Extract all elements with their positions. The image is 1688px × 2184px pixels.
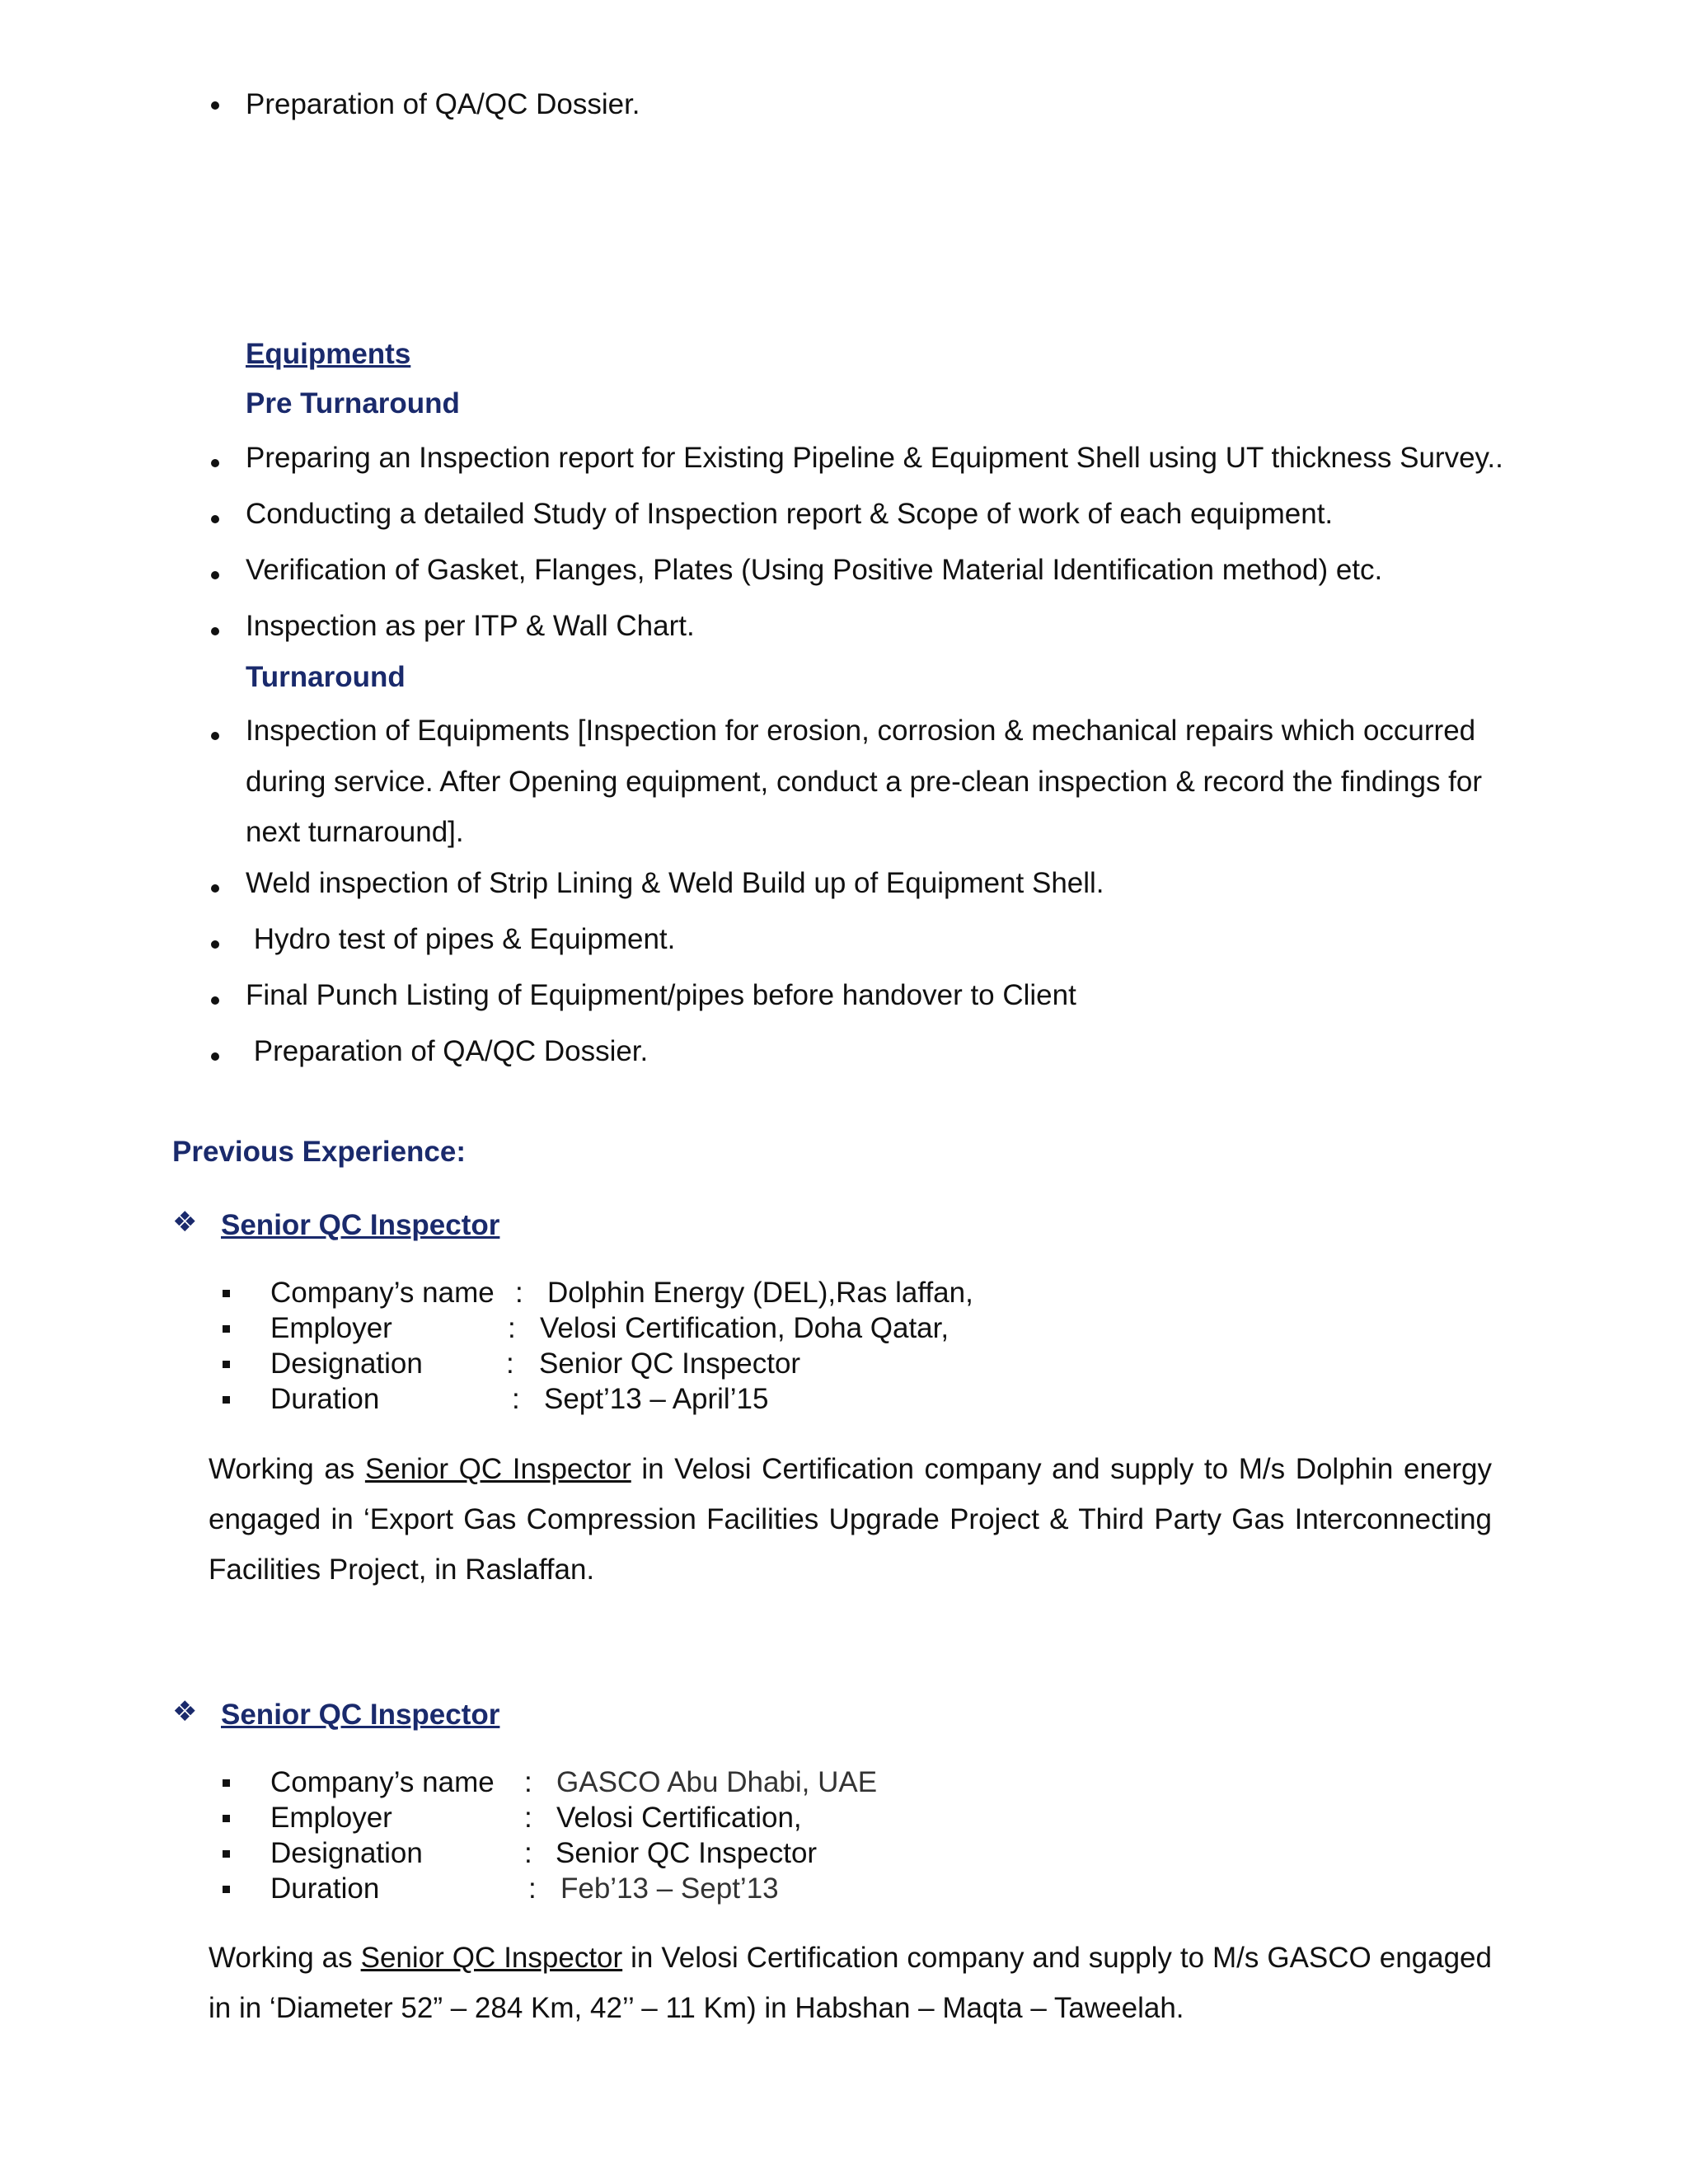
detail-value: Velosi Certification, Doha Qatar, <box>540 1312 950 1344</box>
bullet <box>211 101 219 110</box>
job-title: Senior QC Inspector <box>221 1699 500 1731</box>
detail-label: Designation <box>270 1347 423 1380</box>
detail-label: Company’s name <box>270 1277 495 1309</box>
list-item: Preparation of QA/QC Dossier. <box>246 1035 649 1067</box>
detail-label: Duration <box>270 1383 380 1415</box>
square-bullet <box>223 1779 230 1787</box>
job-description: Working as Senior QC Inspector in Velosi Certification company and supply to M/s Dolphin energy engaged in ‘Export Gas Compression Facilities Upgrade Project & Third Party Gas Interconnecting Facilities Project, in Raslaffan. <box>209 1453 1492 1586</box>
list-item: Final Punch Listing of Equipment/pipes before handover to Client <box>246 979 1076 1011</box>
square-bullet <box>223 1886 230 1893</box>
detail-label: Company’s name <box>270 1766 495 1798</box>
detail-value: Feb’13 – Sept’13 <box>560 1872 779 1905</box>
square-bullet <box>223 1325 230 1333</box>
section-title-previous-experience: Previous Experience: <box>172 1136 466 1168</box>
detail-separator: : <box>524 1837 532 1869</box>
subsection-title-turnaround: Turnaround <box>246 661 406 693</box>
detail-label: Employer <box>270 1802 392 1834</box>
job-title-inline: Senior QC Inspector <box>360 1942 623 1974</box>
bullet <box>211 996 219 1005</box>
diamond-bullet-icon: ❖ <box>172 1695 198 1728</box>
list-item-line: next turnaround]. <box>246 816 464 848</box>
job-title-inline: Senior QC Inspector <box>364 1453 631 1485</box>
list-item: Inspection as per ITP & Wall Chart. <box>246 610 695 642</box>
square-bullet <box>223 1361 230 1368</box>
detail-separator: : <box>512 1383 520 1415</box>
detail-value: Sept’13 – April’15 <box>544 1383 769 1415</box>
detail-value: Dolphin Energy (DEL),Ras laffan, <box>547 1277 973 1309</box>
list-item-line: Inspection of Equipments [Inspection for erosion, corrosion & mechanical repairs which occurred <box>246 715 1476 747</box>
list-item: Hydro test of pipes & Equipment. <box>246 923 676 955</box>
bullet <box>211 1052 219 1061</box>
detail-label: Employer <box>270 1312 392 1344</box>
list-item: Preparing an Inspection report for Existing Pipeline & Equipment Shell using UT thickness Survey.. <box>246 442 1503 474</box>
detail-separator: : <box>508 1312 516 1344</box>
detail-separator: : <box>524 1766 532 1798</box>
detail-label: Duration <box>270 1872 380 1905</box>
square-bullet <box>223 1290 230 1297</box>
detail-separator: : <box>515 1277 523 1309</box>
section-title-equipments: Equipments <box>246 338 411 370</box>
detail-separator: : <box>506 1347 514 1380</box>
bullet <box>211 940 219 949</box>
detail-value: Senior QC Inspector <box>556 1837 818 1869</box>
detail-value: Velosi Certification, <box>556 1802 802 1834</box>
detail-separator: : <box>524 1802 532 1834</box>
bullet <box>211 884 219 893</box>
bullet <box>211 732 219 740</box>
bullet <box>211 571 219 579</box>
job-description: Working as Senior QC Inspector in Velosi Certification company and supply to M/s GASCO engaged in in ‘Diameter 52” – 284 Km, 42’’ – 11 Km) in Habshan – Maqta – Taweelah. <box>209 1942 1492 2024</box>
bullet <box>211 627 219 635</box>
job-title: Senior QC Inspector <box>221 1209 500 1241</box>
list-item: Preparation of QA/QC Dossier. <box>246 88 640 120</box>
list-item: Weld inspection of Strip Lining & Weld Build up of Equipment Shell. <box>246 867 1104 899</box>
bullet <box>211 459 219 467</box>
list-item: Verification of Gasket, Flanges, Plates (Using Positive Material Identification method) etc. <box>246 554 1383 586</box>
square-bullet <box>223 1396 230 1404</box>
square-bullet <box>223 1850 230 1858</box>
list-item-line: during service. After Opening equipment, conduct a pre-clean inspection & record the findings for <box>246 766 1483 798</box>
detail-label: Designation <box>270 1837 423 1869</box>
list-item: Conducting a detailed Study of Inspection report & Scope of work of each equipment. <box>246 498 1334 530</box>
square-bullet <box>223 1815 230 1822</box>
detail-value: Senior QC Inspector <box>539 1347 801 1380</box>
subsection-title-pre-turnaround: Pre Turnaround <box>246 387 460 419</box>
bullet <box>211 515 219 523</box>
diamond-bullet-icon: ❖ <box>172 1206 198 1239</box>
detail-separator: : <box>528 1872 537 1905</box>
detail-value: GASCO Abu Dhabi, UAE <box>556 1766 878 1798</box>
